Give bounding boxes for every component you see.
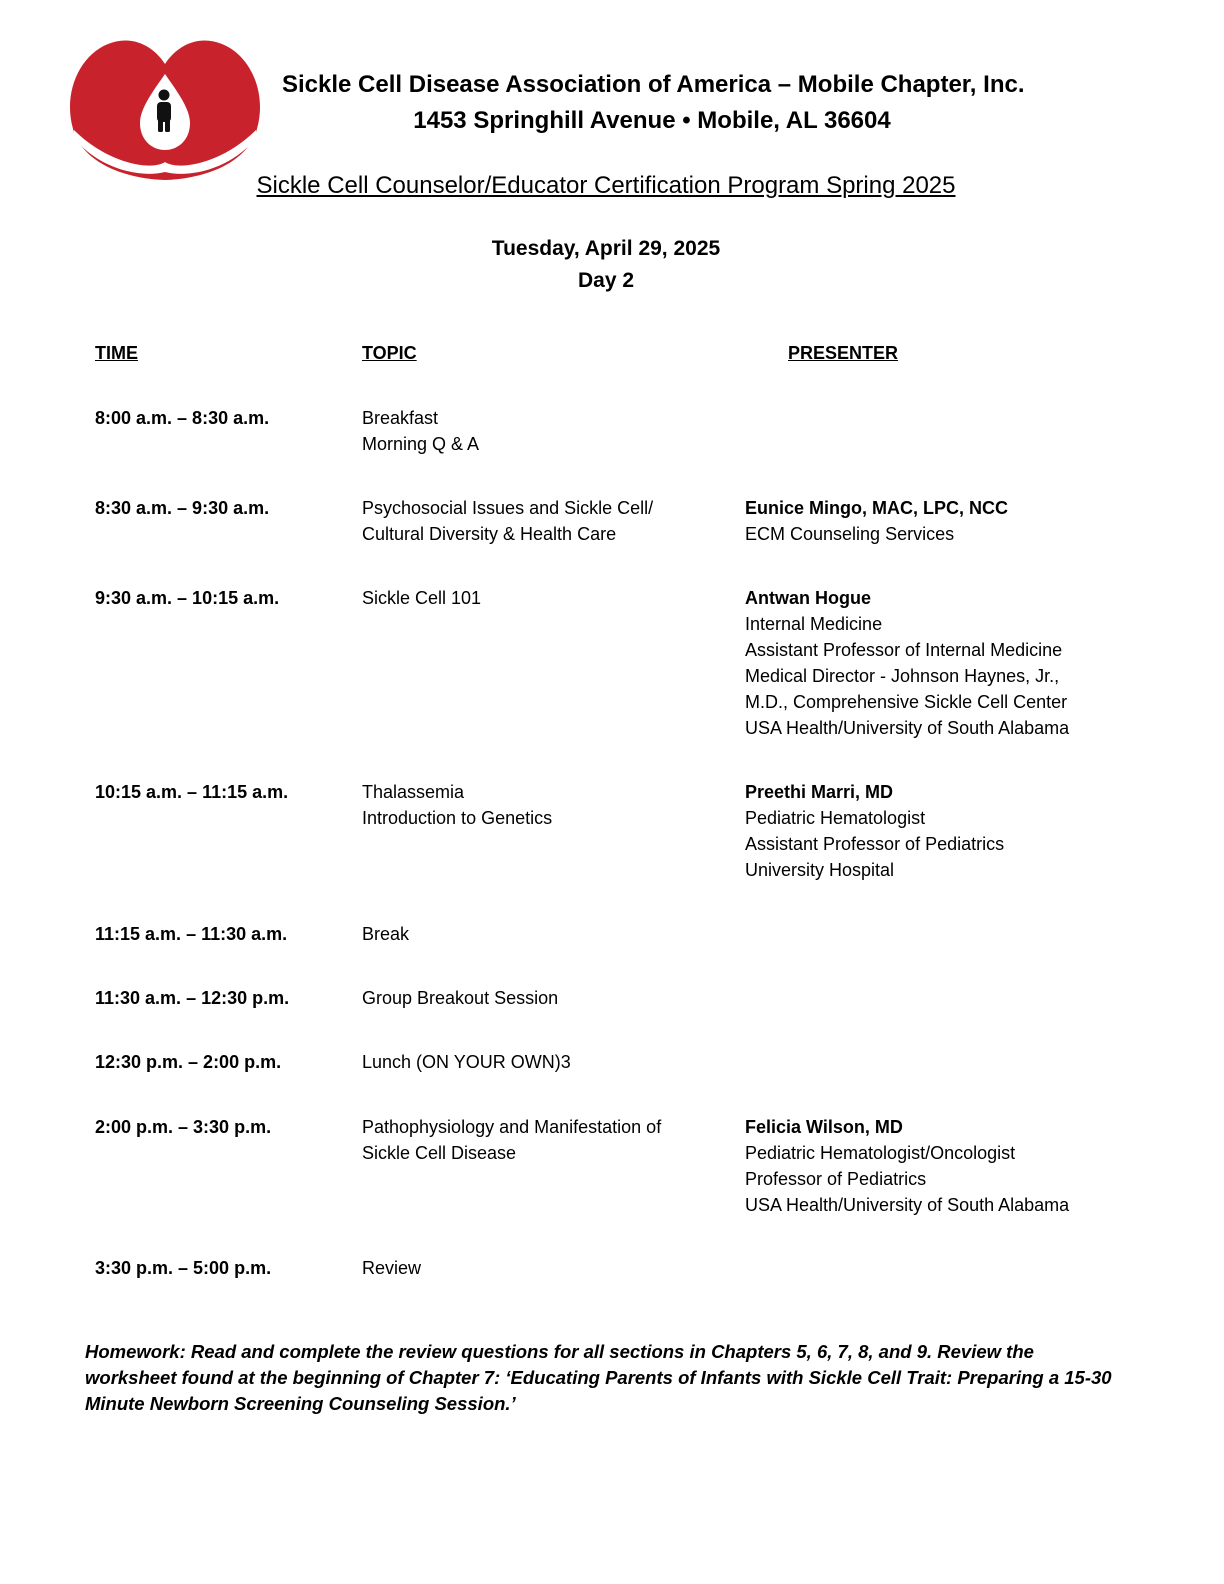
presenter-detail: Pediatric Hematologist [745,808,926,828]
schedule-time: 11:15 a.m. – 11:30 a.m. [95,924,288,944]
event-day: Day 2 [577,269,635,292]
schedule-topic [362,495,653,547]
schedule-topic-line: Morning Q & A [362,434,480,454]
organization-name: Sickle Cell Disease Association of America – Mobile Chapter, Inc. [282,71,1025,98]
presenter-detail: University Hospital [745,860,895,880]
presenter-detail: M.D., Comprehensive Sickle Cell Center [745,692,1068,712]
column-header-time: TIME [95,343,138,363]
schedule-topic-line: Break [362,924,410,944]
schedule-time: 11:30 a.m. – 12:30 p.m. [95,988,290,1008]
presenter-detail: Assistant Professor of Pediatrics [745,834,1005,854]
schedule-topic-line: Psychosocial Issues and Sickle Cell/ [362,498,654,518]
schedule-time: 3:30 p.m. – 5:00 p.m. [95,1258,272,1278]
presenter-detail: USA Health/University of South Alabama [745,1195,1070,1215]
presenter-detail: Professor of Pediatrics [745,1169,927,1189]
schedule-topic [362,1049,571,1075]
program-title: Sickle Cell Counselor/Educator Certification Program Spring 2025 [256,172,956,199]
schedule-topic-line: Review [362,1258,422,1278]
heart-logo-icon [68,38,262,182]
presenter-detail: Assistant Professor of Internal Medicine [745,640,1063,660]
schedule-time: 12:30 p.m. – 2:00 p.m. [95,1052,282,1072]
presenter-name: Preethi Marri, MD [745,782,894,802]
schedule-time: 10:15 a.m. – 11:15 a.m. [95,782,289,802]
schedule-presenter [745,1114,1069,1218]
schedule-topic-line: Breakfast [362,408,439,428]
schedule-topic-line: Sickle Cell 101 [362,588,482,608]
schedule-presenter [745,585,1069,741]
organization-logo [68,38,262,182]
schedule-topic-line: Introduction to Genetics [362,808,553,828]
schedule-topic-line: Pathophysiology and Manifestation of [362,1117,662,1137]
schedule-topic [362,405,479,457]
homework-note: Homework: Read and complete the review questions for all sections in Chapters 5, 6, 7, 8, and 9. Review the worksheet found at the beginning of Chapter 7: ‘Educating Parents of Infants with Sickle Cell Trait: Preparing a 15-30 Minute Newborn Screening Counseling Session.’ [85,1341,1112,1414]
column-header-presenter: PRESENTER [788,343,899,363]
presenter-detail: USA Health/University of South Alabama [745,718,1070,738]
schedule-topic-line: Sickle Cell Disease [362,1143,517,1163]
presenter-name: Antwan Hogue [745,588,871,608]
schedule-time: 8:30 a.m. – 9:30 a.m. [95,498,270,518]
presenter-detail: ECM Counseling Services [745,524,955,544]
schedule-topic [362,985,558,1011]
schedule-topic [362,1114,661,1166]
presenter-name: Felicia Wilson, MD [745,1117,903,1137]
schedule-time: 2:00 p.m. – 3:30 p.m. [95,1117,272,1137]
organization-address: 1453 Springhill Avenue • Mobile, AL 36604 [413,107,891,134]
schedule-topic-line: Lunch (ON YOUR OWN)3 [362,1052,571,1072]
event-date: Tuesday, April 29, 2025 [491,237,721,260]
schedule-topic [362,779,552,831]
schedule-topic [362,1255,421,1281]
presenter-name: Eunice Mingo, MAC, LPC, NCC [745,498,1008,518]
schedule-presenter [745,495,1008,547]
presenter-detail: Internal Medicine [745,614,883,634]
presenter-detail: Pediatric Hematologist/Oncologist [745,1143,1016,1163]
column-header-topic: TOPIC [362,343,417,363]
schedule-topic-line: Group Breakout Session [362,988,559,1008]
schedule-time: 9:30 a.m. – 10:15 a.m. [95,588,280,608]
presenter-detail: Medical Director - Johnson Haynes, Jr., [745,666,1060,686]
schedule-topic-line: Thalassemia [362,782,465,802]
schedule-topic [362,921,409,947]
schedule-time: 8:00 a.m. – 8:30 a.m. [95,408,270,428]
schedule-presenter [745,779,1004,883]
schedule-topic [362,585,481,611]
schedule-topic-line: Cultural Diversity & Health Care [362,524,617,544]
